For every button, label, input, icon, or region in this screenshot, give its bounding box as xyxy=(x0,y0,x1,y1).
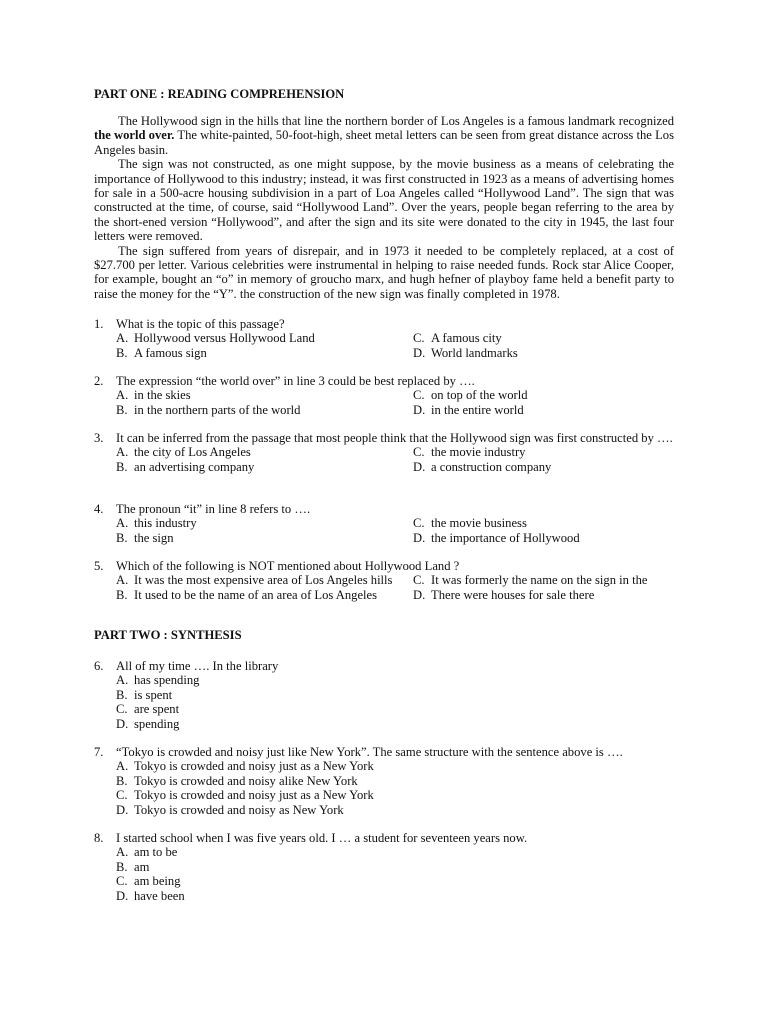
option-text: It used to be the name of an area of Los Angeles xyxy=(134,587,378,602)
options xyxy=(94,516,674,545)
question-text: The pronoun “it” in line 8 refers to …. xyxy=(116,502,311,516)
question-1 xyxy=(94,317,674,360)
option-b[interactable] xyxy=(116,588,413,602)
option-a[interactable] xyxy=(116,759,674,773)
option-c[interactable] xyxy=(116,702,674,716)
question-number: 7. xyxy=(94,745,104,759)
option-letter: A. xyxy=(116,759,129,774)
option-text: a construction company xyxy=(431,459,552,474)
option-text: in the entire world xyxy=(431,402,524,417)
option-letter: C. xyxy=(413,331,425,346)
option-c[interactable] xyxy=(116,874,674,888)
option-letter: C. xyxy=(413,516,425,531)
question-stem xyxy=(94,431,674,445)
option-b[interactable] xyxy=(116,460,413,474)
option-d[interactable] xyxy=(116,889,674,903)
option-letter: C. xyxy=(413,445,425,460)
option-d[interactable] xyxy=(116,803,674,817)
option-letter: A. xyxy=(116,845,129,860)
passage-paragraph-2: The sign was not constructed, as one might suppose, by the movie business as a means of celebrating the importance of Hollywood to this industry; instead, it was first constructed in 1923 as a means of advertising homes for sale in a 500-acre housing subdivision in a part of Loa Angeles called “Hollywood Land”. The sign that was constructed at the time, of course, said “Hollywood Land”. Over the years, people began referring to the area by the short-ened version “Hollywood”, and after the sign and its site were donated to the city in 1945, the last four letters were removed. xyxy=(94,157,674,244)
option-letter: A. xyxy=(116,445,129,460)
option-letter: D. xyxy=(413,459,426,474)
option-text: the sign xyxy=(134,530,174,545)
option-text: There were houses for sale there xyxy=(431,587,595,602)
option-b[interactable] xyxy=(116,346,413,360)
option-text: Tokyo is crowded and noisy as New York xyxy=(134,802,344,817)
option-letter: B. xyxy=(116,587,128,602)
option-text: is spent xyxy=(134,687,173,702)
question-stem xyxy=(94,831,674,845)
option-a[interactable] xyxy=(116,573,413,587)
option-d[interactable] xyxy=(116,717,674,731)
option-letter: C. xyxy=(116,702,128,717)
question-stem xyxy=(94,745,674,759)
option-letter: D. xyxy=(116,888,129,903)
option-text: A famous city xyxy=(431,331,502,346)
option-letter: C. xyxy=(413,573,425,588)
question-number: 4. xyxy=(94,502,104,516)
option-letter: D. xyxy=(413,345,426,360)
option-text: am to be xyxy=(134,845,178,860)
option-c[interactable] xyxy=(413,331,696,345)
option-text: Tokyo is crowded and noisy alike New York xyxy=(134,773,358,788)
option-letter: A. xyxy=(116,331,129,346)
option-text: this industry xyxy=(134,516,197,531)
option-letter: C. xyxy=(116,874,128,889)
question-number: 1. xyxy=(94,317,104,331)
part-one-heading: PART ONE : READING COMPREHENSION xyxy=(94,87,345,101)
bold-phrase: the world over. xyxy=(94,128,175,143)
options xyxy=(94,573,674,602)
question-stem xyxy=(94,659,674,673)
option-letter: B. xyxy=(116,345,128,360)
paragraph-text: The Hollywood sign in the hills that line the northern border of Los Angeles is a famous landmark recognized xyxy=(118,114,674,128)
option-d[interactable] xyxy=(413,346,696,360)
question-text: “Tokyo is crowded and noisy just like New York”. The same structure with the sentence above is …. xyxy=(116,745,623,759)
question-text: What is the topic of this passage? xyxy=(116,317,285,331)
question-number: 6. xyxy=(94,659,104,673)
option-letter: B. xyxy=(116,459,128,474)
option-b[interactable] xyxy=(116,774,674,788)
question-stem xyxy=(94,502,674,516)
option-d[interactable] xyxy=(413,460,696,474)
option-letter: B. xyxy=(116,773,128,788)
question-2 xyxy=(94,374,674,417)
option-text: an advertising company xyxy=(134,459,255,474)
question-text: I started school when I was five years old. I … a student for seventeen years now. xyxy=(116,831,528,845)
option-a[interactable] xyxy=(116,516,413,530)
option-text: spending xyxy=(134,716,180,731)
option-c[interactable] xyxy=(413,445,696,459)
option-text: the movie industry xyxy=(431,445,526,460)
option-text: has spending xyxy=(134,673,200,688)
question-number: 2. xyxy=(94,374,104,388)
option-b[interactable] xyxy=(116,688,674,702)
option-b[interactable] xyxy=(116,403,413,417)
option-text: World landmarks xyxy=(431,345,518,360)
question-5 xyxy=(94,559,674,602)
option-letter: B. xyxy=(116,687,128,702)
option-d[interactable] xyxy=(413,588,696,602)
option-letter: C. xyxy=(116,788,128,803)
option-letter: D. xyxy=(116,802,129,817)
option-text: are spent xyxy=(134,702,180,717)
option-letter: A. xyxy=(116,673,129,688)
option-letter: A. xyxy=(116,573,129,588)
question-stem xyxy=(94,559,674,573)
question-7 xyxy=(94,745,674,817)
option-letter: D. xyxy=(116,716,129,731)
question-number: 3. xyxy=(94,431,104,445)
options xyxy=(94,759,674,817)
question-stem xyxy=(94,374,674,388)
option-b[interactable] xyxy=(116,860,674,874)
option-text: on top of the world xyxy=(431,388,528,403)
option-text: It was the most expensive area of Los Angeles hills xyxy=(134,573,393,588)
question-8 xyxy=(94,831,674,903)
question-text: All of my time …. In the library xyxy=(116,659,279,673)
option-text: am being xyxy=(134,874,181,889)
option-letter: B. xyxy=(116,402,128,417)
options xyxy=(94,331,674,360)
reading-passage xyxy=(94,114,674,301)
option-text: the movie business xyxy=(431,516,527,531)
option-a[interactable] xyxy=(116,445,413,459)
option-text: Tokyo is crowded and noisy just as a New York xyxy=(134,788,374,803)
option-c[interactable] xyxy=(116,788,674,802)
question-text: The expression “the world over” in line 3 could be best replaced by …. xyxy=(116,374,475,388)
question-3 xyxy=(94,431,674,474)
option-text: have been xyxy=(134,888,185,903)
option-c[interactable] xyxy=(413,516,696,530)
question-4 xyxy=(94,502,674,545)
option-letter: B. xyxy=(116,530,128,545)
option-text: A famous sign xyxy=(134,345,207,360)
option-text: am xyxy=(134,859,150,874)
options xyxy=(94,388,674,417)
option-c[interactable] xyxy=(413,573,696,587)
option-a[interactable] xyxy=(116,388,413,402)
question-text: Which of the following is NOT mentioned about Hollywood Land ? xyxy=(116,559,460,573)
option-text: in the northern parts of the world xyxy=(134,402,301,417)
question-number: 5. xyxy=(94,559,104,573)
option-letter: B. xyxy=(116,859,128,874)
option-letter: D. xyxy=(413,402,426,417)
paragraph-text: The white-painted, 50-foot-high, sheet metal letters can be seen from great distance across the Los Angeles basin. xyxy=(94,128,674,157)
option-a[interactable] xyxy=(116,673,674,687)
option-letter: D. xyxy=(413,587,426,602)
options xyxy=(94,673,674,731)
option-a[interactable] xyxy=(116,331,413,345)
option-letter: C. xyxy=(413,388,425,403)
options xyxy=(94,445,674,474)
option-b[interactable] xyxy=(116,531,413,545)
question-6 xyxy=(94,659,674,731)
option-letter: A. xyxy=(116,388,129,403)
passage-paragraph-3: The sign suffered from years of disrepair, and in 1973 it needed to be completely replaced, at a cost of $27.700 per letter. Various celebrities were instrumental in helping to raise needed funds. Rock star Alice Cooper, for example, bought an “o” in memory of groucho marx, and hugh hefner of playboy fame held a benefit party to raise the money for the “Y”. the construction of the new sign was finally completed in 1978. xyxy=(94,243,674,301)
question-stem xyxy=(94,317,674,331)
question-number: 8. xyxy=(94,831,104,845)
option-text: Hollywood versus Hollywood Land xyxy=(134,331,315,346)
option-text: Tokyo is crowded and noisy just as a New York xyxy=(134,759,374,774)
question-text: It can be inferred from the passage that most people think that the Hollywood sign was first constructed by …. xyxy=(116,431,673,445)
option-a[interactable] xyxy=(116,845,674,859)
option-text: the importance of Hollywood xyxy=(431,530,580,545)
options xyxy=(94,845,674,903)
option-letter: D. xyxy=(413,530,426,545)
part-two-heading: PART TWO : SYNTHESIS xyxy=(94,628,242,642)
option-text: It was formerly the name on the sign in the xyxy=(431,573,648,588)
option-text: the city of Los Angeles xyxy=(134,445,251,460)
option-c[interactable] xyxy=(413,388,696,402)
option-d[interactable] xyxy=(413,531,696,545)
passage-paragraph-1 xyxy=(94,114,674,157)
option-d[interactable] xyxy=(413,403,696,417)
option-text: in the skies xyxy=(134,388,191,403)
option-letter: A. xyxy=(116,516,129,531)
